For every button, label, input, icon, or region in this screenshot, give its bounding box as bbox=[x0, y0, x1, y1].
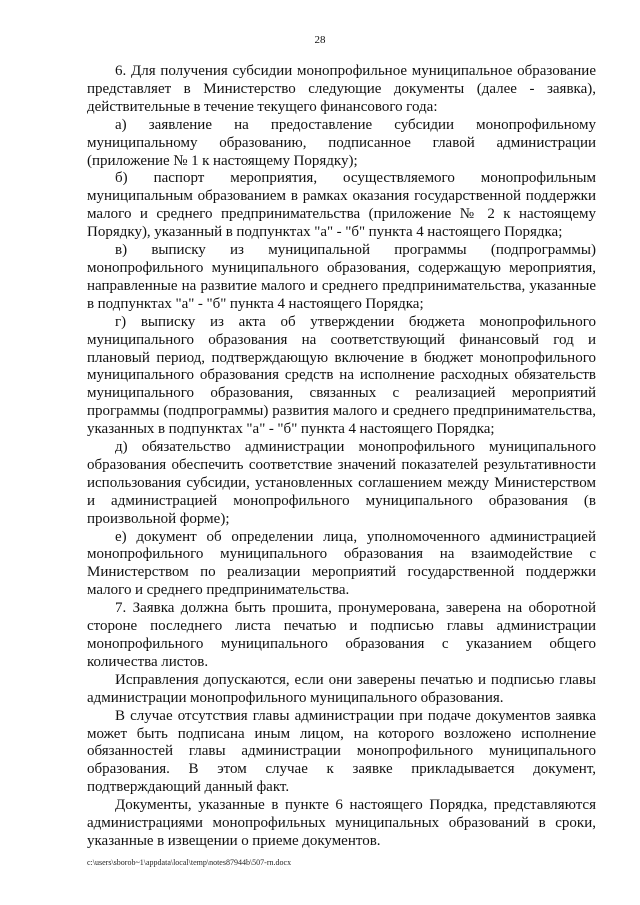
paragraph-subitem-v: в) выписку из муниципальной программы (подпрограммы) монопрофильного муниципального образования, содержащую мероприятия, направленные на развитие малого и среднего предпринимательства, указанные в подпунктах "а" - "б" пункта 4 настоящего Порядка; bbox=[87, 242, 596, 312]
paragraph-subitem-b: б) паспорт мероприятия, осуществляемого монопрофильным муниципальным образованием в рамках оказания государственной поддержки малого и среднего предпринимательства (приложение № 2 к настоящему Порядку), указанный в подпунктах "а" - "б" пункта 4 настоящего Порядка; bbox=[87, 170, 596, 241]
paragraph-subitem-e: е) документ об определении лица, уполномоченного администрацией монопрофильного муниципального образования на взаимодействие с Министерством по реализации мероприятий государственной поддержки малого и среднего предпринимательства. bbox=[87, 528, 596, 599]
paragraph-subitem-d: д) обязательство администрации монопрофильного муниципального образования обеспечить соответствие значений показателей результативности использования субсидии, установленных соглашением между Министерством и администрацией монопрофильного муниципального образования (в произвольной форме); bbox=[87, 439, 596, 527]
footer-file-path: c:\users\sborob~1\appdata\local\temp\notes87944b\507-rn.docx bbox=[87, 858, 292, 867]
paragraph-submission-deadline: Документы, указанные в пункте 6 настоящего Порядка, представляются администрациями монопрофильных муниципальных образований в сроки, указанные в извещении о приеме документов. bbox=[87, 797, 596, 849]
paragraph-absence-of-head: В случае отсутствия главы администрации при подаче документов заявка может быть подписана иным лицом, на которого возложено исполнение обязанностей главы администрации монопрофильного муниципального образования. В этом случае к заявке прикладывается документ, подтверждающий данный факт. bbox=[87, 707, 596, 796]
paragraph-corrections: Исправления допускаются, если они заверены печатью и подписью главы администрации монопрофильного муниципального образования. bbox=[87, 671, 596, 706]
paragraph-subitem-a: а) заявление на предоставление субсидии монопрофильному муниципальному образованию, подписанное главой администрации (приложение № 1 к настоящему Порядку); bbox=[87, 116, 596, 169]
paragraph-subitem-g: г) выписку из акта об утверждении бюджета монопрофильного муниципального образования на соответствующий финансовый год и плановый период, подтверждающую включение в бюджет монопрофильного муниципального образования средств на исполнение расходных обязательств муниципального образования, связанных с реализацией мероприятий программы (подпрограммы) развития малого и среднего предпринимательства, указанных в подпунктах "а" - "б" пункта 4 настоящего Порядка; bbox=[87, 313, 596, 438]
paragraph-item-6: 6. Для получения субсидии монопрофильное муниципальное образование представляет в Министерство следующие документы (далее - заявка), действительные в течение текущего финансового года: bbox=[87, 63, 596, 115]
paragraph-item-7: 7. Заявка должна быть прошита, пронумерована, заверена на оборотной стороне последнего листа печатью и подписью главы администрации монопрофильного муниципального образования с указанием общего количества листов. bbox=[87, 600, 596, 670]
document-body bbox=[87, 63, 596, 851]
page-number: 28 bbox=[314, 34, 326, 46]
